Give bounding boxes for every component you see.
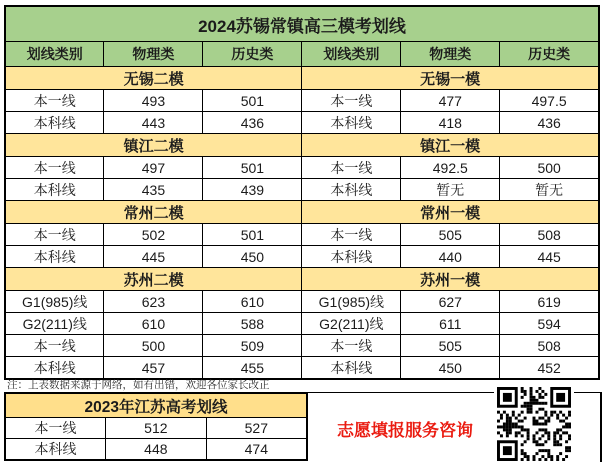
score-cell: 450 xyxy=(401,357,500,380)
table-row xyxy=(5,439,307,461)
row-label: 本一线 xyxy=(5,418,106,439)
table-row xyxy=(5,246,599,268)
table-row xyxy=(5,90,599,112)
gaokao-2023-table xyxy=(4,392,308,461)
row-label: 本科线 xyxy=(5,112,104,134)
column-header: 历史类 xyxy=(500,42,599,67)
section-header: 无锡二模 xyxy=(5,67,302,90)
score-cell: 448 xyxy=(106,439,207,461)
row-label: 本科线 xyxy=(302,112,401,134)
column-header: 物理类 xyxy=(104,42,203,67)
section-header: 苏州一模 xyxy=(302,268,599,291)
section-header: 镇江一模 xyxy=(302,134,599,157)
score-cell: 501 xyxy=(203,90,302,112)
score-cell: 418 xyxy=(401,112,500,134)
score-cell: 450 xyxy=(203,246,302,268)
row-label: 本一线 xyxy=(5,90,104,112)
section-header: 镇江二模 xyxy=(5,134,302,157)
row-label: G2(211)线 xyxy=(5,313,104,335)
bottom-table-title: 2023年江苏高考划线 xyxy=(5,393,307,418)
score-cell: 610 xyxy=(104,313,203,335)
score-cell: 436 xyxy=(203,112,302,134)
score-cell: 443 xyxy=(104,112,203,134)
column-header: 划线类别 xyxy=(5,42,104,67)
row-label: 本科线 xyxy=(5,179,104,201)
section-header: 苏州二模 xyxy=(5,268,302,291)
row-label: 本一线 xyxy=(5,157,104,179)
score-cell: 474 xyxy=(206,439,307,461)
score-cell: 619 xyxy=(500,291,599,313)
row-label: 本科线 xyxy=(302,246,401,268)
score-cell: 509 xyxy=(203,335,302,357)
row-label: G2(211)线 xyxy=(302,313,401,335)
mock-exam-table-body xyxy=(5,6,599,379)
score-cell: 508 xyxy=(500,224,599,246)
score-cell: 623 xyxy=(104,291,203,313)
qr-code-icon xyxy=(494,387,574,461)
mock-exam-table xyxy=(4,5,600,380)
table-row xyxy=(5,134,599,157)
score-cell: 493 xyxy=(104,90,203,112)
gaokao-2023-table-body xyxy=(5,393,307,460)
table-row xyxy=(5,6,599,42)
table-row xyxy=(5,112,599,134)
table-row xyxy=(5,201,599,224)
score-cell: 455 xyxy=(203,357,302,380)
row-label: 本科线 xyxy=(5,439,106,461)
row-label: 本一线 xyxy=(302,157,401,179)
score-cell: 452 xyxy=(500,357,599,380)
score-cell: 501 xyxy=(203,224,302,246)
score-cell: 492.5 xyxy=(401,157,500,179)
score-cell: 505 xyxy=(401,224,500,246)
section-header: 常州二模 xyxy=(5,201,302,224)
row-label: 本一线 xyxy=(302,335,401,357)
row-label: 本一线 xyxy=(5,224,104,246)
score-cell: 594 xyxy=(500,313,599,335)
score-cell: 611 xyxy=(401,313,500,335)
row-label: 本科线 xyxy=(5,357,104,380)
row-label: 本一线 xyxy=(302,224,401,246)
score-cell: 500 xyxy=(104,335,203,357)
row-label: 本科线 xyxy=(5,246,104,268)
row-label: G1(985)线 xyxy=(5,291,104,313)
table-row xyxy=(5,335,599,357)
table-row xyxy=(5,291,599,313)
table-row xyxy=(5,157,599,179)
score-cell: 445 xyxy=(500,246,599,268)
score-cell: 477 xyxy=(401,90,500,112)
score-cell: 445 xyxy=(104,246,203,268)
score-cell: 440 xyxy=(401,246,500,268)
score-cell: 505 xyxy=(401,335,500,357)
score-cell: 436 xyxy=(500,112,599,134)
table-row xyxy=(5,418,307,439)
table-row xyxy=(5,268,599,291)
score-cell: 500 xyxy=(500,157,599,179)
score-cell: 508 xyxy=(500,335,599,357)
row-label: 本科线 xyxy=(302,357,401,380)
column-header: 划线类别 xyxy=(302,42,401,67)
section-header: 常州一模 xyxy=(302,201,599,224)
score-cell: 435 xyxy=(104,179,203,201)
table-row xyxy=(5,179,599,201)
score-cell: 512 xyxy=(106,418,207,439)
score-cell: 497 xyxy=(104,157,203,179)
table-row xyxy=(5,224,599,246)
score-cell: 501 xyxy=(203,157,302,179)
column-header: 物理类 xyxy=(401,42,500,67)
promo-area xyxy=(308,392,602,462)
row-label: 本科线 xyxy=(302,179,401,201)
score-cell: 627 xyxy=(401,291,500,313)
table-row xyxy=(5,67,599,90)
promo-label: 志愿填报服务咨询 xyxy=(337,421,473,440)
section-header: 无锡一模 xyxy=(302,67,599,90)
score-cell: 457 xyxy=(104,357,203,380)
row-label: G1(985)线 xyxy=(302,291,401,313)
page-title: 2024苏锡常镇高三模考划线 xyxy=(5,6,599,42)
score-cell: 610 xyxy=(203,291,302,313)
row-label: 本一线 xyxy=(5,335,104,357)
table-row xyxy=(5,313,599,335)
table-row xyxy=(5,393,307,418)
table-row xyxy=(5,357,599,380)
score-cell: 588 xyxy=(203,313,302,335)
score-cell: 暂无 xyxy=(500,179,599,201)
score-cell: 439 xyxy=(203,179,302,201)
score-cell: 暂无 xyxy=(401,179,500,201)
score-cell: 527 xyxy=(206,418,307,439)
score-cell: 497.5 xyxy=(500,90,599,112)
row-label: 本一线 xyxy=(302,90,401,112)
table-row xyxy=(5,42,599,67)
data-source-note: 注：上表数据来源于网络，如有出错，欢迎各位家长改正 xyxy=(7,379,270,391)
column-header: 历史类 xyxy=(203,42,302,67)
score-cell: 502 xyxy=(104,224,203,246)
